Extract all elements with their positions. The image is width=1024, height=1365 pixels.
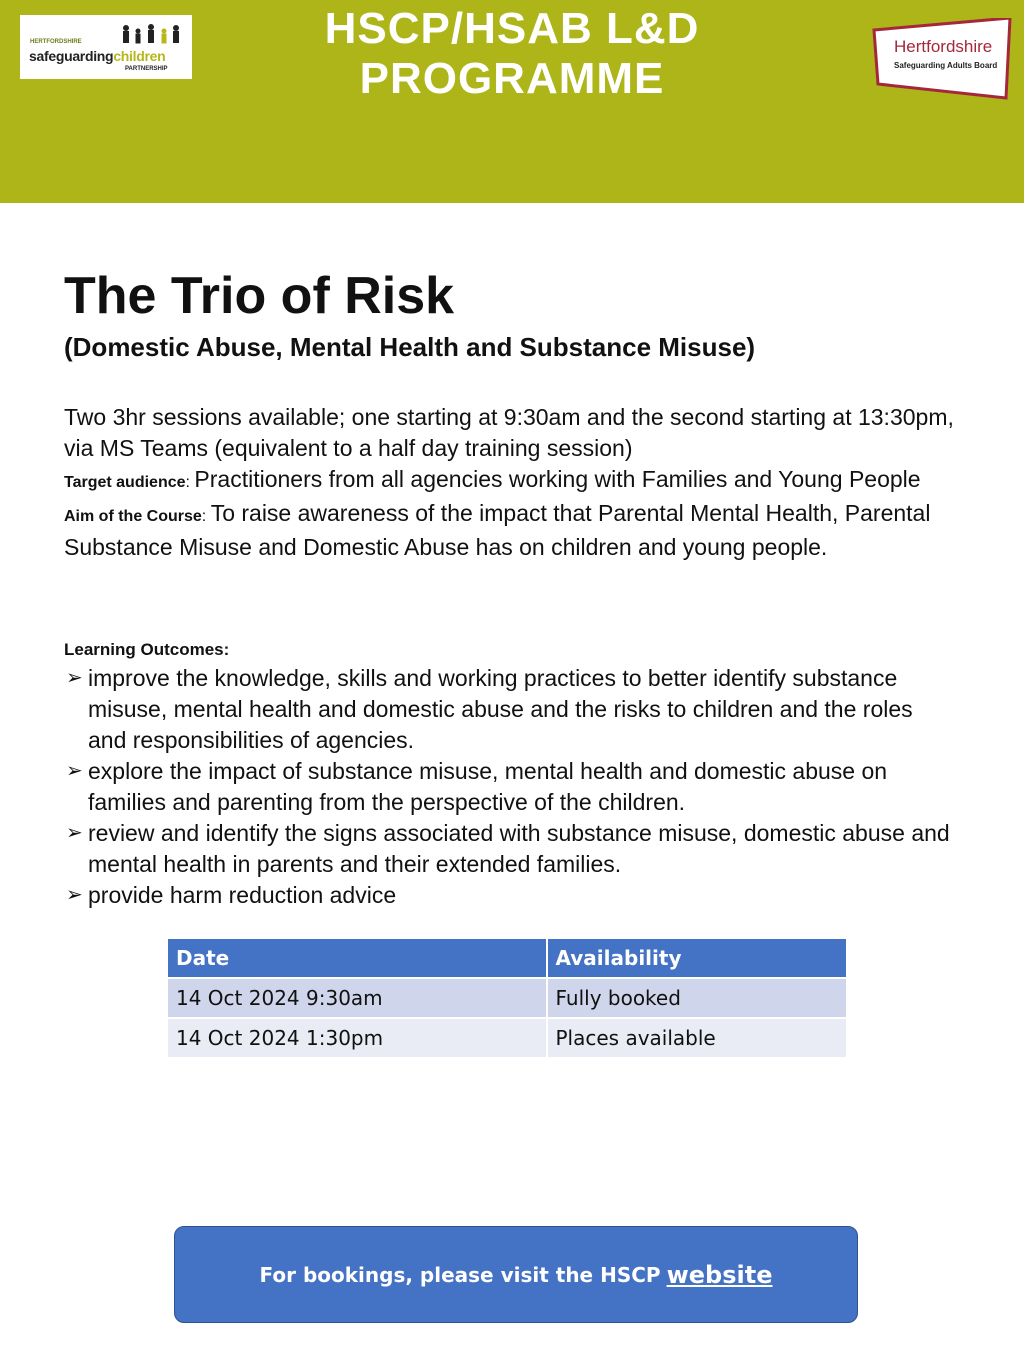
course-aim: Aim of the Course: To raise awareness of the impact that Parental Mental Health, Parental Substance Misuse and Domestic Abuse has on children and young people. xyxy=(64,500,931,560)
target-label: Target audience xyxy=(64,474,186,491)
column-header-date: Date xyxy=(167,938,547,978)
session-date: 14 Oct 2024 9:30am xyxy=(167,978,547,1018)
logo-left-line2b: children xyxy=(113,48,166,64)
aim-text: To raise awareness of the impact that Parental Mental Health, Parental Substance Misuse and Domestic Abuse has on children and young people. xyxy=(64,500,931,560)
target-audience: Target audience: Practitioners from all agencies working with Families and Young People xyxy=(64,466,921,492)
hsab-logo xyxy=(872,18,1012,96)
logo-left-line3: PARTNERSHIP xyxy=(125,66,168,72)
hsab-logo-line2: Safeguarding Adults Board xyxy=(894,61,998,70)
outcome-text: improve the knowledge, skills and working practices to better identify substance misuse, mental health and domestic abuse and the risks to children and the roles and responsibilities of agencies. xyxy=(88,665,913,753)
session-availability: Fully booked xyxy=(547,978,848,1018)
programme-title-line1: HSCP/HSAB L&D xyxy=(324,4,700,53)
list-item xyxy=(64,818,954,880)
sessions-text: Two 3hr sessions available; one starting at 9:30am and the second starting at 13:30pm, via MS Teams (equivalent to a half day training session) xyxy=(64,404,954,461)
outcome-text: provide harm reduction advice xyxy=(88,882,397,908)
header-banner xyxy=(0,0,1024,203)
table-header-row xyxy=(167,938,847,978)
sessions-table xyxy=(166,937,848,1059)
booking-text: For bookings, please visit the HSCP xyxy=(259,1262,661,1287)
column-header-availability: Availability xyxy=(547,938,848,978)
aim-label: Aim of the Course xyxy=(64,508,202,525)
outcome-text: review and identify the signs associated with substance misuse, domestic abuse and mental health in parents and their extended families. xyxy=(88,820,950,877)
booking-box xyxy=(174,1226,858,1323)
table-row xyxy=(167,1018,847,1058)
logo-left-line1: HERTFORDSHIRE xyxy=(30,39,82,45)
arrow-bullet-icon: ➢ xyxy=(66,760,83,782)
list-item xyxy=(64,756,954,818)
target-text: Practitioners from all agencies working with Families and Young People xyxy=(194,466,921,492)
learning-outcomes-list xyxy=(64,663,954,911)
arrow-bullet-icon: ➢ xyxy=(66,667,83,689)
logo-left-line2a: safeguarding xyxy=(29,48,114,64)
arrow-bullet-icon: ➢ xyxy=(66,884,83,906)
outcome-text: explore the impact of substance misuse, mental health and domestic abuse on families and parenting from the perspective of the children. xyxy=(88,758,888,815)
hsab-logo-line1: Hertfordshire xyxy=(894,37,993,56)
programme-title xyxy=(0,4,1024,104)
course-details xyxy=(64,402,954,563)
website-link[interactable]: website xyxy=(666,1260,773,1289)
session-availability: Places available xyxy=(547,1018,848,1058)
list-item xyxy=(64,663,954,756)
list-item xyxy=(64,880,954,911)
hsab-logo-frame-icon xyxy=(872,18,1012,100)
table-row xyxy=(167,978,847,1018)
programme-title-line2: PROGRAMME xyxy=(359,54,665,103)
course-title: The Trio of Risk xyxy=(64,267,455,325)
course-subtitle: (Domestic Abuse, Mental Health and Substance Misuse) xyxy=(64,332,756,362)
arrow-bullet-icon: ➢ xyxy=(66,822,83,844)
learning-outcomes-heading: Learning Outcomes: xyxy=(64,640,230,659)
session-date: 14 Oct 2024 1:30pm xyxy=(167,1018,547,1058)
